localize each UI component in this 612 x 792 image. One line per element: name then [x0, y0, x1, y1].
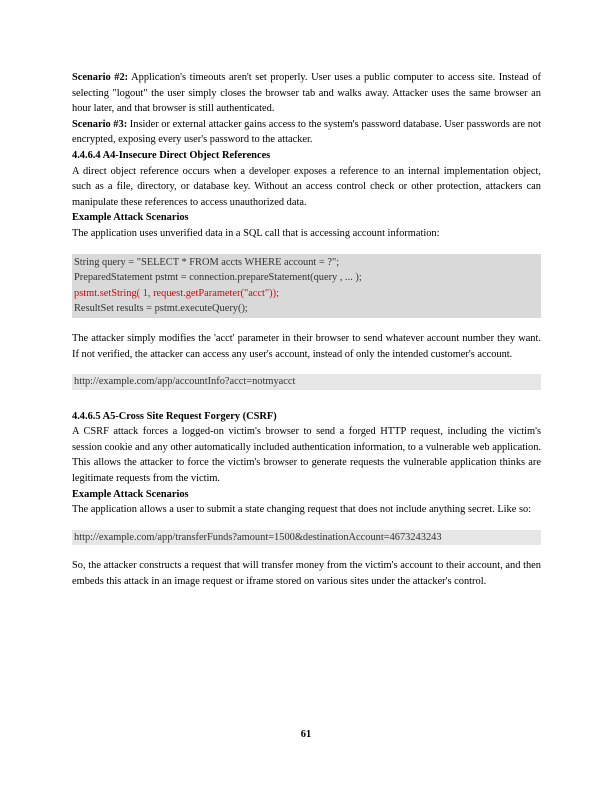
transfer-funds-url: http://example.com/app/transferFunds?amount=1500&destinationAccount=4673243243 [72, 530, 541, 546]
scenario-3-paragraph [72, 117, 541, 148]
scenario-2-paragraph [72, 70, 541, 117]
scenario-3-text: Insider or external attacker gains access to the system's password database. User passwords are not encrypted, exposing every user's password to the attacker. [72, 118, 541, 146]
scenario-2-label: Scenario #2: [72, 72, 129, 83]
section-a5-closing: So, the attacker constructs a request that will transfer money from the victim's account to their account, and then embeds this attack in an image request or iframe stored on various sites under the attacker's control. [72, 560, 541, 588]
scenario-2-text: Application's timeouts aren't set properly. User uses a public computer to access site. Instead of selecting "logout" the user simply closes the browser tab and walks away. Attacker uses the same browser an hour later, and that browser is still authenticated. [72, 72, 541, 115]
code-line: ResultSet results = pstmt.executeQuery(); [74, 303, 248, 315]
code-line-highlighted: pstmt.setString( 1, request.getParameter("acct")); [74, 287, 279, 299]
section-a5-intro: The application allows a user to submit a state changing request that does not include anything secret. Like so: [72, 504, 532, 516]
section-a4-example-heading: Example Attack Scenarios [72, 212, 189, 224]
section-a5-paragraph: A CSRF attack forces a logged-on victim's browser to send a forged HTTP request, including the victim's session cookie and any other automatically included authentication information, to a vulnerable web application. This allows the attacker to force the victim's browser to generate requests the vulnerable application thinks are legitimate requests from the victim. [72, 426, 541, 485]
scenario-3-label: Scenario #3: [72, 118, 128, 130]
code-line: PreparedStatement pstmt = connection.prepareStatement(query , ... ); [74, 272, 362, 284]
sql-code-block [72, 254, 541, 318]
section-a5-example-heading: Example Attack Scenarios [72, 488, 189, 500]
document-page [72, 70, 541, 590]
section-a4-paragraph: A direct object reference occurs when a developer exposes a reference to an internal implementation object, such as a file, directory, or database key. Without an access control check or other protection, attackers can manipulate these references to access unauthorized data. [72, 165, 541, 208]
section-a4-heading: 4.4.6.4 A4-Insecure Direct Object References [72, 149, 271, 161]
code-line: String query = "SELECT * FROM accts WHERE account = ?"; [74, 256, 340, 268]
page-number: 61 [300, 729, 312, 740]
section-a5-heading: 4.4.6.5 A5-Cross Site Request Forgery (CSRF) [72, 410, 277, 422]
section-a4-after-code: The attacker simply modifies the 'acct' parameter in their browser to send whatever account number they want. If not verified, the attacker can access any user's account, instead of only the intended customer's account. [72, 332, 541, 360]
account-info-url: http://example.com/app/accountInfo?acct=notmyacct [72, 374, 541, 390]
section-a4-intro: The application uses unverified data in a SQL call that is accessing account information: [72, 227, 440, 239]
